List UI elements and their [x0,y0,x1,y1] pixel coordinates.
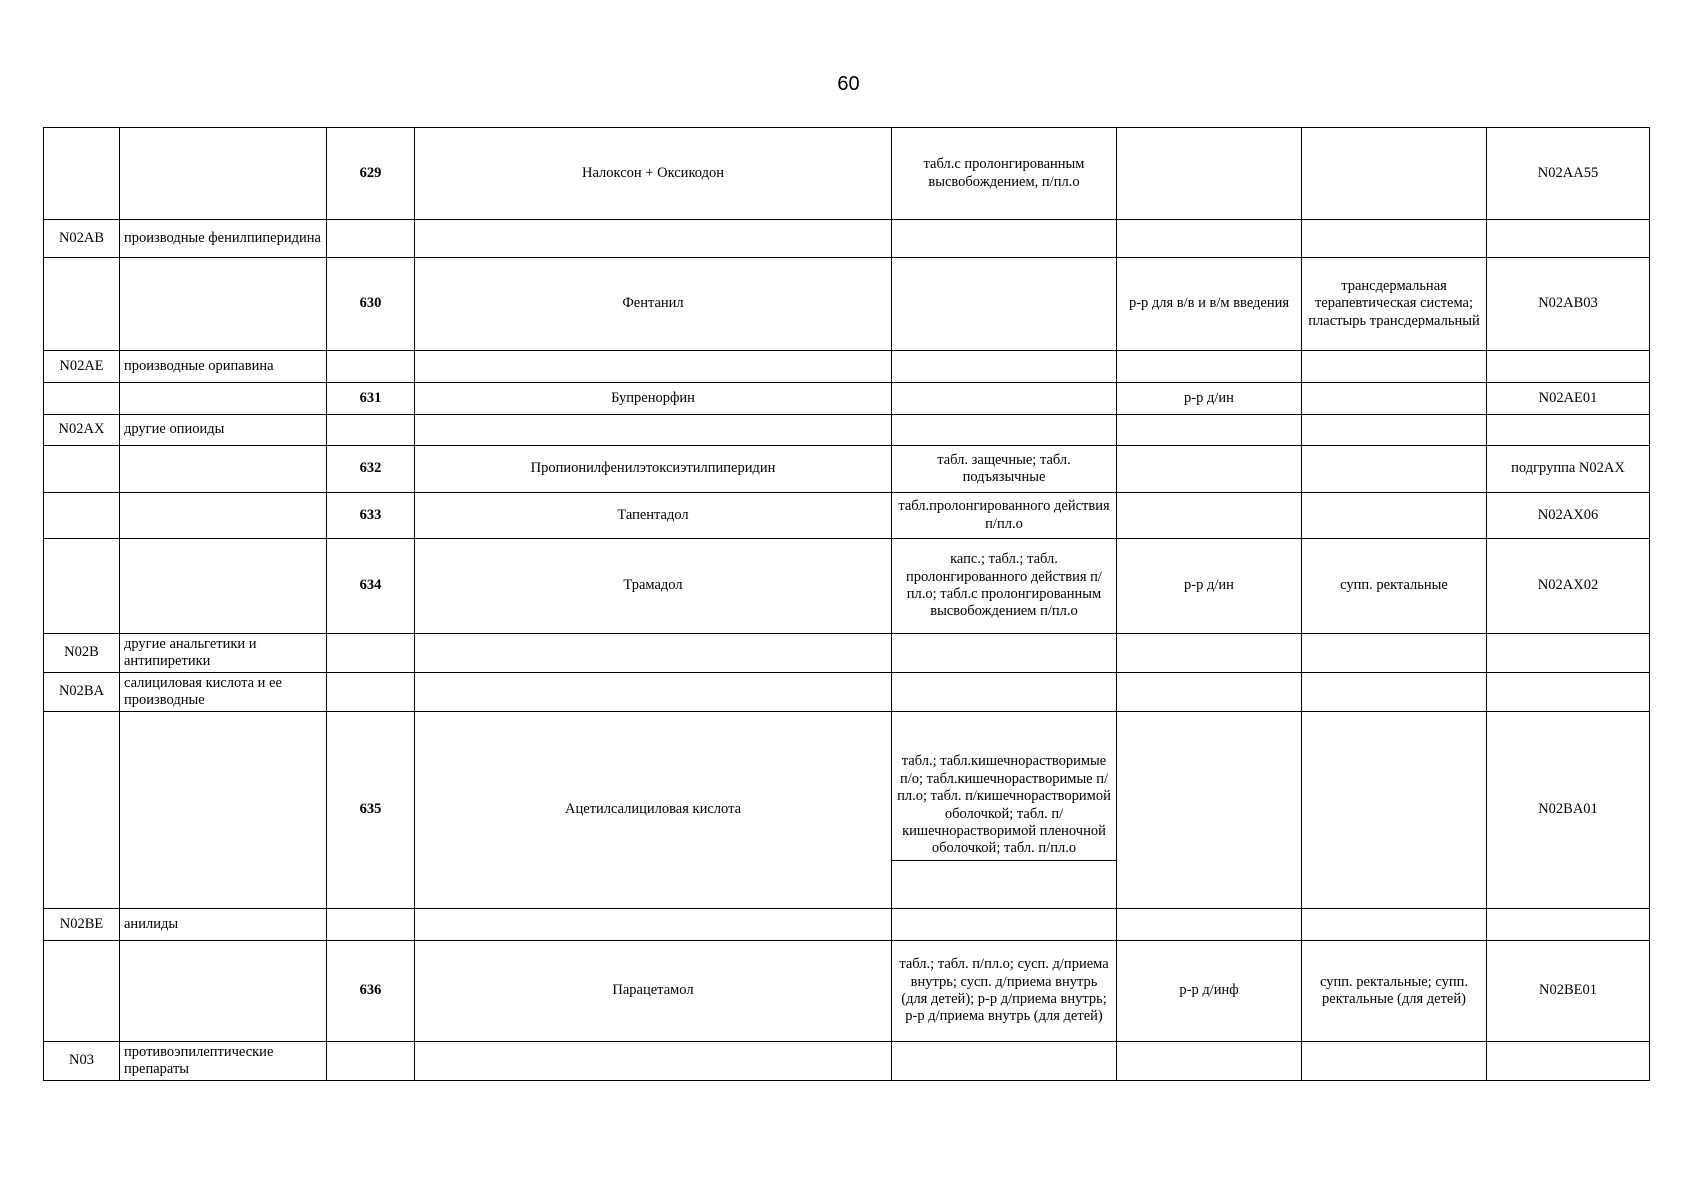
dosage-form [892,351,1117,383]
injection-form [1117,1042,1302,1081]
atc-code [1487,673,1650,712]
drug-name: Трамадол [415,539,892,634]
table-row [44,220,1650,258]
table-row [44,634,1650,673]
other-form [1302,415,1487,446]
drug-name [415,220,892,258]
table-row [44,258,1650,351]
atc-group-code: N02B [44,634,120,673]
atc-group-code [44,446,120,493]
table-row [44,712,1650,909]
dosage-form [892,415,1117,446]
injection-form [1117,220,1302,258]
drug-name: Пропионилфенилэтоксиэтилпиперидин [415,446,892,493]
injection-form [1117,634,1302,673]
item-number [327,1042,415,1081]
table-row [44,351,1650,383]
atc-group-code: N02BE [44,909,120,941]
item-number: 629 [327,128,415,220]
other-form [1302,383,1487,415]
atc-group-name [120,446,327,493]
atc-code [1487,909,1650,941]
dosage-form: табл. защечные; табл. подъязычные [892,446,1117,493]
other-form [1302,673,1487,712]
dosage-form [892,258,1117,351]
item-number [327,351,415,383]
item-number: 636 [327,941,415,1042]
atc-group-code [44,383,120,415]
atc-group-name [120,128,327,220]
drug-name [415,351,892,383]
atc-group-name [120,941,327,1042]
other-form [1302,493,1487,539]
dosage-form: табл.с пролонгированным высвобождением, п/пл.о [892,128,1117,220]
atc-code: N02BE01 [1487,941,1650,1042]
other-form [1302,909,1487,941]
table-row [44,493,1650,539]
atc-code [1487,634,1650,673]
injection-form [1117,128,1302,220]
dosage-form-text: табл.; табл.кишечнорастворимые п/о; табл.кишечнорастворимые п/пл.о; табл. п/кишечнорастворимой оболочкой; табл. п/кишечнорастворимой пленочной оболочкой; табл. п/пл.о [897,753,1111,857]
drug-name: Налоксон + Оксикодон [415,128,892,220]
atc-group-code [44,493,120,539]
injection-form: р-р д/инф [1117,941,1302,1042]
atc-code: N02AB03 [1487,258,1650,351]
item-number [327,220,415,258]
atc-group-name: противоэпилептические препараты [120,1042,327,1081]
atc-code: N02AX06 [1487,493,1650,539]
dosage-form [892,1042,1117,1081]
atc-group-code [44,712,120,909]
table-row [44,383,1650,415]
table-row [44,941,1650,1042]
atc-code [1487,415,1650,446]
item-number [327,673,415,712]
atc-group-code [44,258,120,351]
atc-code [1487,220,1650,258]
atc-code: N02AA55 [1487,128,1650,220]
other-form [1302,1042,1487,1081]
dosage-form [892,712,1117,909]
item-number [327,909,415,941]
other-form [1302,446,1487,493]
atc-group-name: другие опиоиды [120,415,327,446]
atc-group-code [44,941,120,1042]
atc-code: N02AX02 [1487,539,1650,634]
atc-group-code: N03 [44,1042,120,1081]
other-form: супп. ректальные [1302,539,1487,634]
atc-group-code: N02BA [44,673,120,712]
table-row [44,128,1650,220]
atc-code: N02BA01 [1487,712,1650,909]
atc-code: N02AE01 [1487,383,1650,415]
other-form [1302,220,1487,258]
dosage-form: капс.; табл.; табл. пролонгированного действия п/пл.о; табл.с пролонгированным высвобождением п/пл.о [892,539,1117,634]
atc-group-name [120,493,327,539]
atc-code [1487,351,1650,383]
injection-form [1117,909,1302,941]
item-number [327,415,415,446]
table-body [44,128,1650,1081]
injection-form: р-р д/ин [1117,539,1302,634]
other-form [1302,351,1487,383]
dosage-form [892,220,1117,258]
item-number: 631 [327,383,415,415]
other-form [1302,128,1487,220]
atc-group-code: N02AB [44,220,120,258]
drug-name [415,415,892,446]
atc-group-code: N02AX [44,415,120,446]
drug-name: Ацетилсалициловая кислота [415,712,892,909]
other-form [1302,712,1487,909]
atc-group-name: производные фенилпиперидина [120,220,327,258]
item-number: 630 [327,258,415,351]
dosage-form [892,673,1117,712]
atc-code [1487,1042,1650,1081]
atc-group-name: салициловая кислота и ее производные [120,673,327,712]
injection-form [1117,493,1302,539]
drug-name [415,634,892,673]
injection-form [1117,712,1302,909]
drug-name: Парацетамол [415,941,892,1042]
table-row [44,1042,1650,1081]
atc-group-code: N02AE [44,351,120,383]
table-row [44,415,1650,446]
item-number [327,634,415,673]
injection-form [1117,673,1302,712]
injection-form [1117,446,1302,493]
table-row [44,673,1650,712]
atc-group-code [44,128,120,220]
atc-group-name [120,712,327,909]
atc-group-name: производные орипавина [120,351,327,383]
drug-name [415,909,892,941]
table-row [44,539,1650,634]
drug-table [43,127,1650,1081]
injection-form [1117,351,1302,383]
injection-form [1117,415,1302,446]
drug-name: Бупренорфин [415,383,892,415]
dosage-form: табл.пролонгированного действия п/пл.о [892,493,1117,539]
dosage-form: табл.; табл. п/пл.о; сусп. д/приема внутрь; сусп. д/приема внутрь (для детей); р-р д/приема внутрь; р-р д/приема внутрь (для детей) [892,941,1117,1042]
cell-divider [892,860,1116,867]
drug-name: Тапентадол [415,493,892,539]
page-number: 60 [837,73,860,95]
item-number: 634 [327,539,415,634]
other-form: супп. ректальные; супп. ректальные (для детей) [1302,941,1487,1042]
item-number: 632 [327,446,415,493]
other-form: трансдермальная терапевтическая система; пластырь трансдермальный [1302,258,1487,351]
other-form [1302,634,1487,673]
atc-group-name [120,258,327,351]
atc-group-name: анилиды [120,909,327,941]
table-row [44,909,1650,941]
dosage-form [892,909,1117,941]
injection-form: р-р д/ин [1117,383,1302,415]
drug-name: Фентанил [415,258,892,351]
drug-name [415,673,892,712]
drug-name [415,1042,892,1081]
dosage-form [892,383,1117,415]
atc-group-name: другие анальгетики и антипиретики [120,634,327,673]
atc-group-name [120,539,327,634]
injection-form: р-р для в/в и в/м введения [1117,258,1302,351]
dosage-form [892,634,1117,673]
atc-code: подгруппа N02AX [1487,446,1650,493]
item-number: 633 [327,493,415,539]
atc-group-code [44,539,120,634]
table-row [44,446,1650,493]
item-number: 635 [327,712,415,909]
atc-group-name [120,383,327,415]
